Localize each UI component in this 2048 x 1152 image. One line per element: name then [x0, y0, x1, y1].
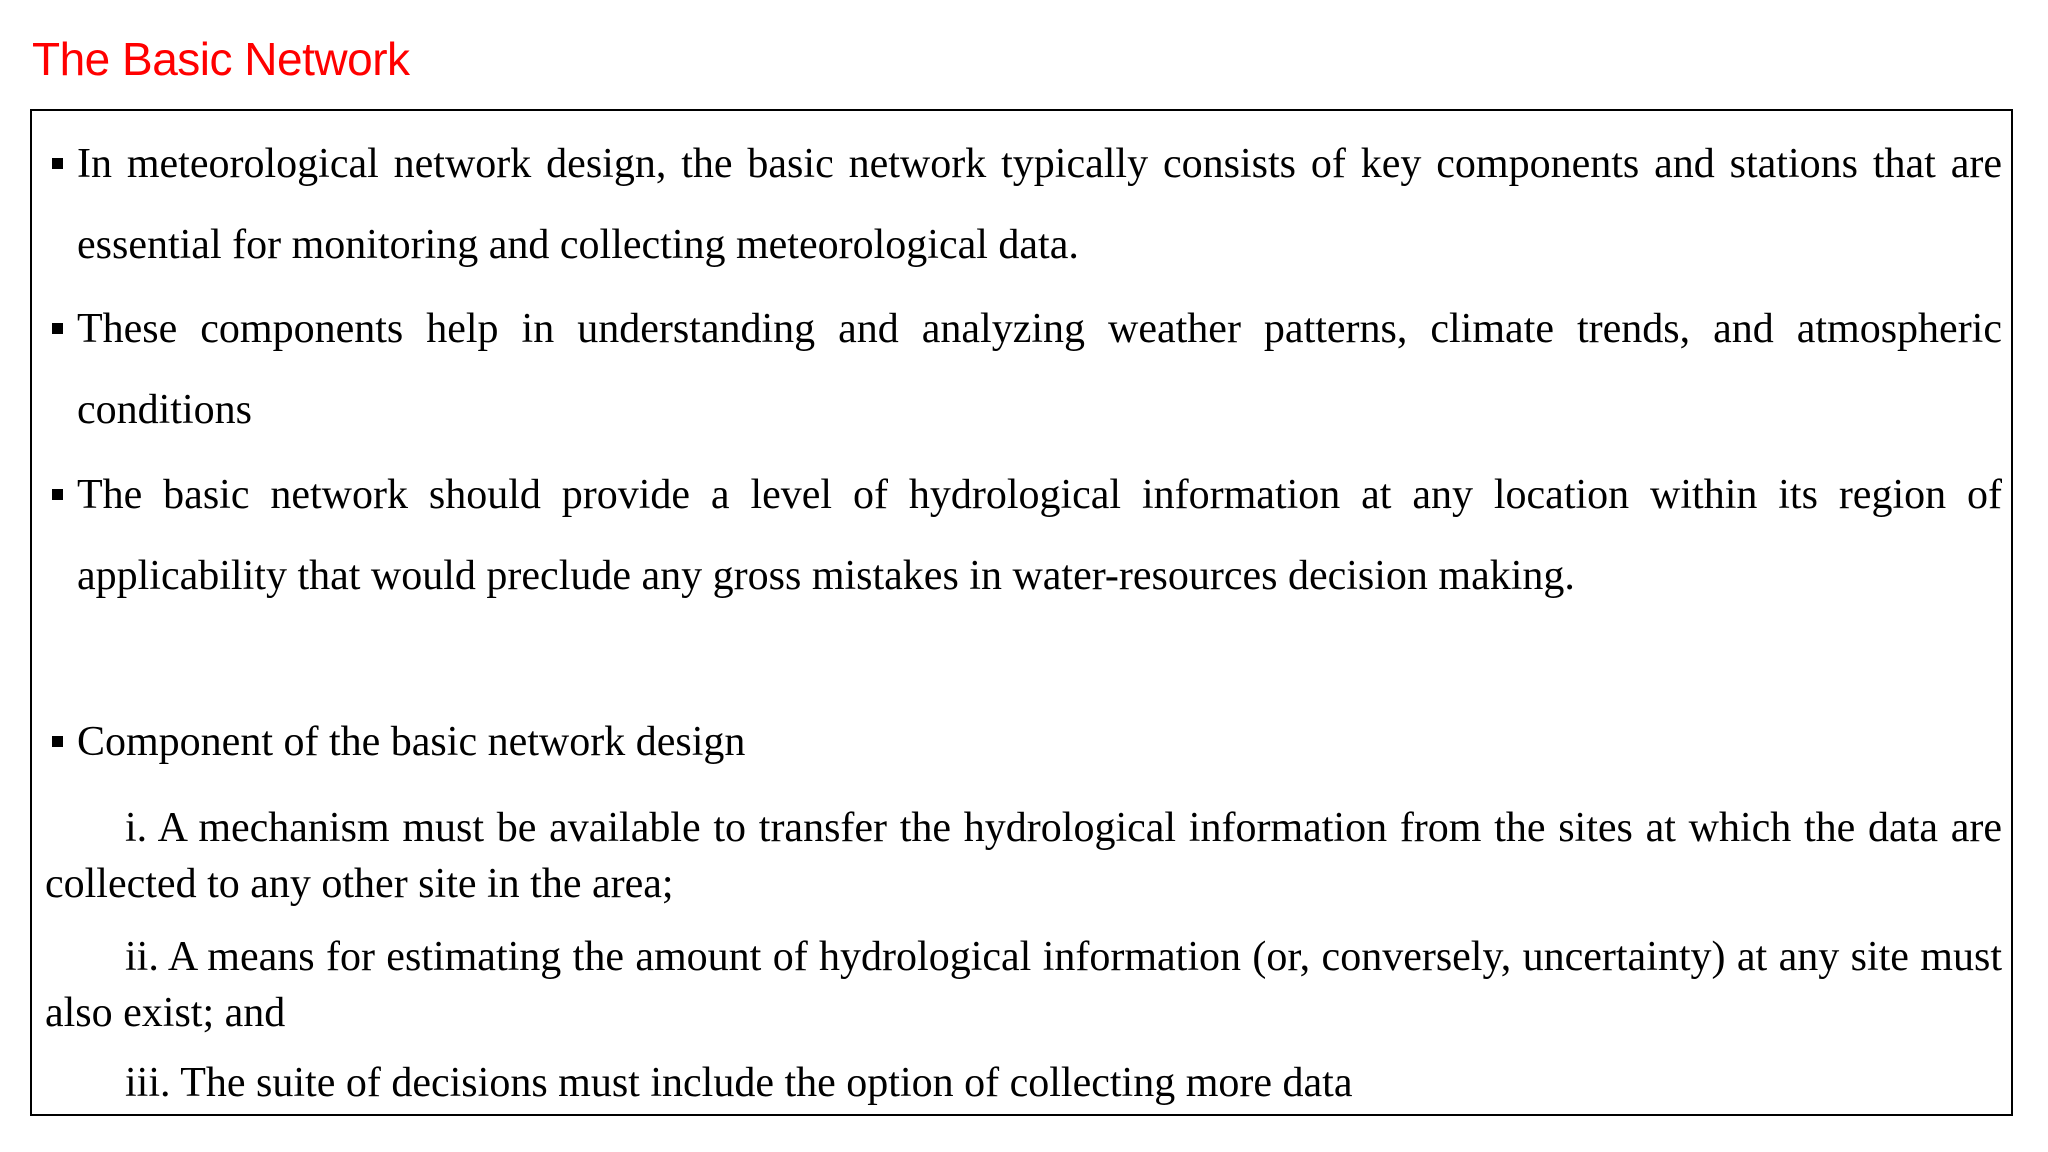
- bullet-item-component-heading: Component of the basic network design: [77, 719, 746, 765]
- sub-item-mechanism: i. A mechanism must be available to transfer the hydrological information from the sites at which the data are collected to any other site in the area;: [45, 805, 2002, 907]
- bullet-item-network-design: In meteorological network design, the basic network typically consists of key components and stations that are essential for monitoring and collecting meteorological data.: [77, 141, 2002, 268]
- sub-item-means: ii. A means for estimating the amount of hydrological information (or, conversely, uncertainty) at any site must also exist; and: [45, 934, 2002, 1036]
- bullet-marker: [52, 489, 63, 500]
- bullet-item-components: These components help in understanding and analyzing weather patterns, climate trends, and atmospheric conditions: [77, 306, 2002, 433]
- bullet-item-hydrological-info: The basic network should provide a level of hydrological information at any location within its region of applicability that would preclude any gross mistakes in water-resources decision making.: [77, 472, 2002, 599]
- bullet-marker: [52, 323, 63, 334]
- slide-title: The Basic Network: [32, 33, 410, 85]
- sub-item-suite: iii. The suite of decisions must include the option of collecting more data: [125, 1060, 1353, 1106]
- bullet-marker: [52, 158, 63, 169]
- bullet-marker: [52, 736, 63, 747]
